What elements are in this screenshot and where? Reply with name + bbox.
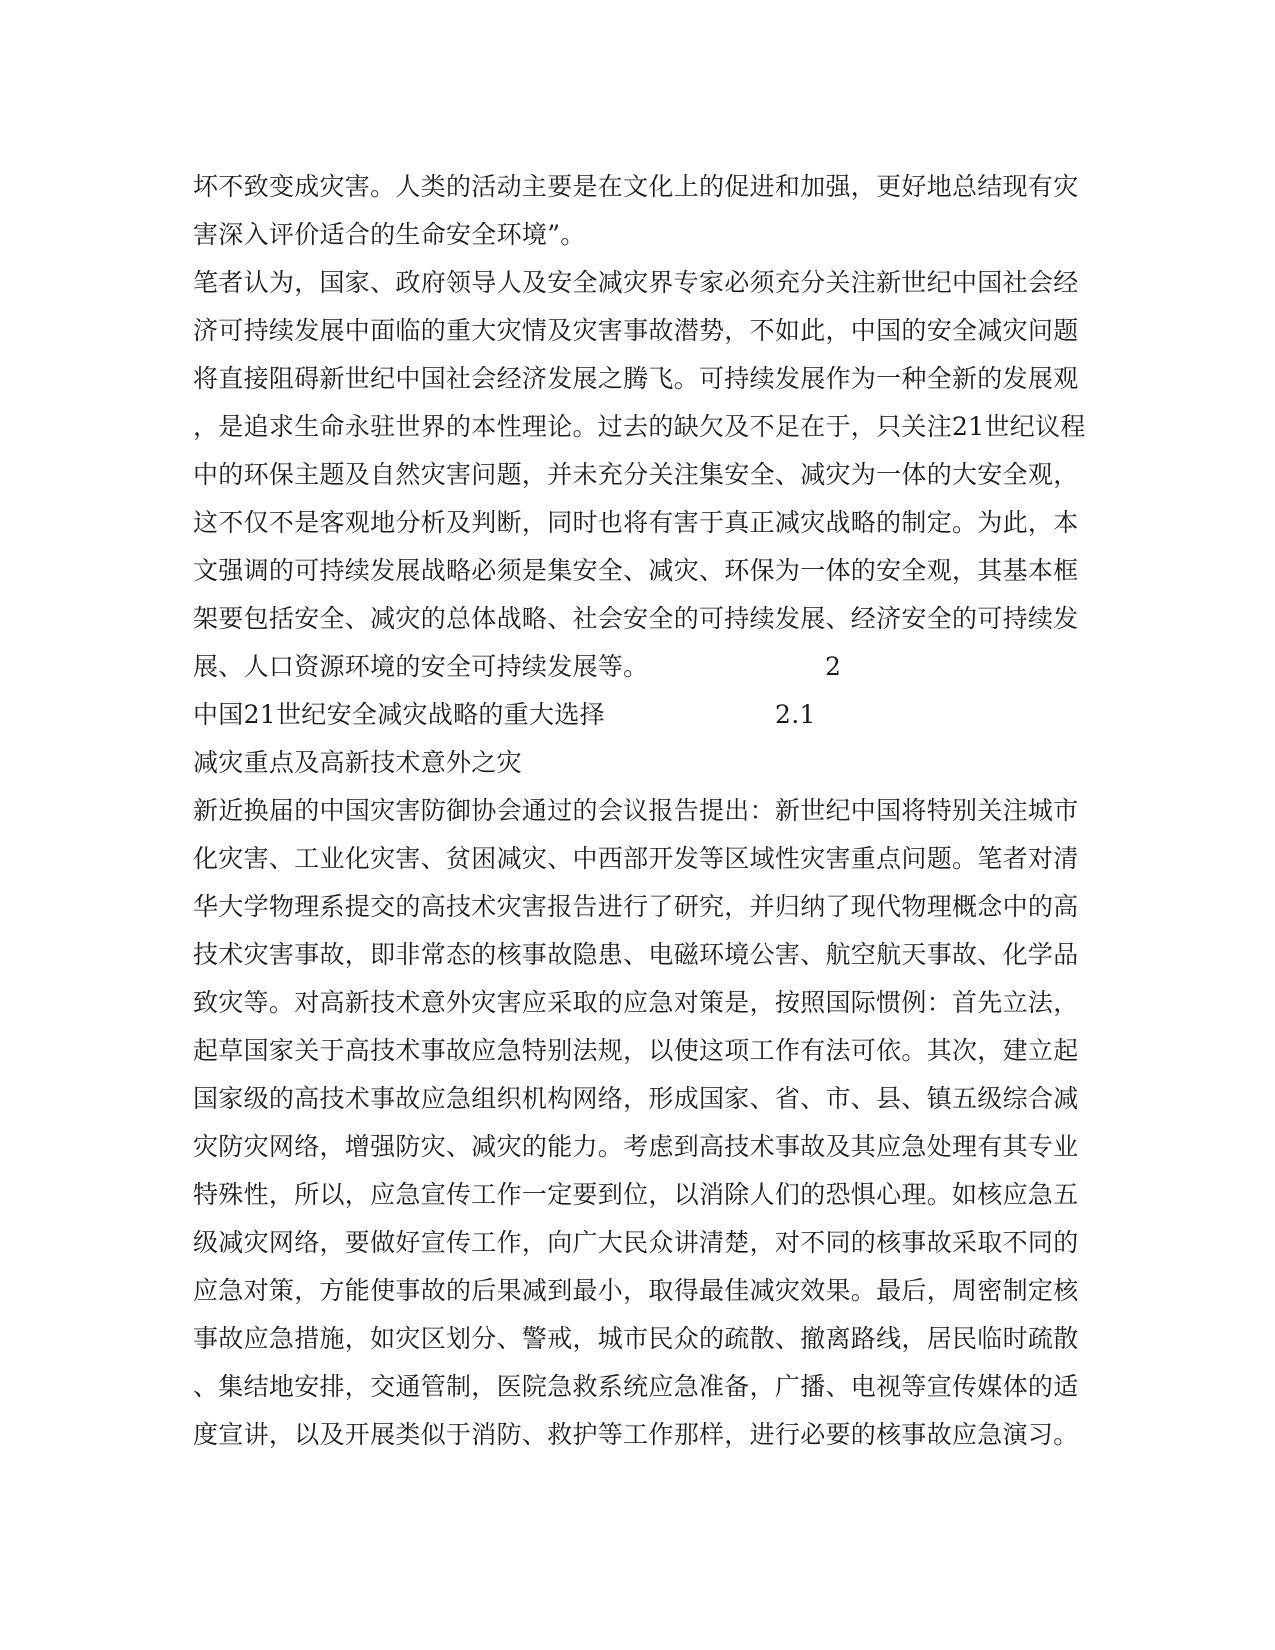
text-line: 起草国家关于高技术事故应急特别法规，以使这项工作有法可依。其次，建立起 [193, 1036, 1079, 1065]
text-line: 中的环保主题及自然灾害问题，并未充分关注集安全、减灾为一体的大安全观， [193, 460, 1079, 489]
text-line: ，是追求生命永驻世界的本性理论。过去的缺欠及不足在于，只关注21世纪议程 [193, 412, 1086, 441]
text-line: 度宣讲，以及开展类似于消防、救护等工作那样，进行必要的核事故应急演习。 [193, 1420, 1079, 1449]
text-line: 笔者认为，国家、政府领导人及安全减灾界专家必须充分关注新世纪中国社会经 [193, 268, 1079, 297]
text-line: 灾防灾网络，增强防灾、减灾的能力。考虑到高技术事故及其应急处理有其专业 [193, 1132, 1079, 1161]
text-line: 国家级的高技术事故应急组织机构网络，形成国家、省、市、县、镇五级综合减 [193, 1084, 1079, 1113]
text-line: 技术灾害事故，即非常态的核事故隐患、电磁环境公害、航空航天事故、化学品 [193, 940, 1079, 969]
text-line: 文强调的可持续发展战略必须是集安全、减灾、环保为一体的安全观，其基本框 [193, 556, 1079, 585]
document-body [193, 163, 1086, 1459]
text-line: 事故应急措施，如灾区划分、警戒，城市民众的疏散、撤离路线，居民临时疏散 [193, 1324, 1079, 1353]
text-line: 展、人口资源环境的安全可持续发展等。 [193, 652, 649, 681]
subsection-number: 2.1 [775, 700, 816, 729]
text-line: 新近换届的中国灾害防御协会通过的会议报告提出：新世纪中国将特别关注城市 [193, 796, 1079, 825]
text-line: 将直接阻碍新世纪中国社会经济发展之腾飞。可持续发展作为一种全新的发展观 [193, 364, 1079, 393]
text-line: 害深入评价适合的生命安全环境”。 [193, 220, 586, 249]
text-line-with-section-number [193, 643, 1073, 691]
text-line: 特殊性，所以，应急宣传工作一定要到位，以消除人们的恐惧心理。如核应急五 [193, 1180, 1079, 1209]
text-line: 架要包括安全、减灾的总体战略、社会安全的可持续发展、经济安全的可持续发 [193, 604, 1079, 633]
section-heading: 中国21世纪安全减灾战略的重大选择 [193, 700, 605, 729]
text-line: 济可持续发展中面临的重大灾情及灾害事故潜势，不如此，中国的安全减灾问题 [193, 316, 1079, 345]
text-line: 级减灾网络，要做好宣传工作，向广大民众讲清楚，对不同的核事故采取不同的 [193, 1228, 1079, 1257]
subsection-heading: 减灾重点及高新技术意外之灾 [193, 748, 522, 777]
text-line: 坏不致变成灾害。人类的活动主要是在文化上的促进和加强，更好地总结现有灾 [193, 172, 1079, 201]
text-line: 应急对策，方能使事故的后果减到最小，取得最佳减灾效果。最后，周密制定核 [193, 1276, 1079, 1305]
text-line: 这不仅不是客观地分析及判断，同时也将有害于真正减灾战略的制定。为此，本 [193, 508, 1079, 537]
text-line: 致灾等。对高新技术意外灾害应采取的应急对策是，按照国际惯例：首先立法， [193, 988, 1079, 1017]
section-heading-row [193, 691, 1073, 739]
text-line: 华大学物理系提交的高技术灾害报告进行了研究，并归纳了现代物理概念中的高 [193, 892, 1079, 921]
section-number: 2 [825, 652, 842, 681]
text-line: 、集结地安排，交通管制，医院急救系统应急准备，广播、电视等宣传媒体的适 [193, 1372, 1079, 1401]
text-line: 化灾害、工业化灾害、贫困减灾、中西部开发等区域性灾害重点问题。笔者对清 [193, 844, 1079, 873]
